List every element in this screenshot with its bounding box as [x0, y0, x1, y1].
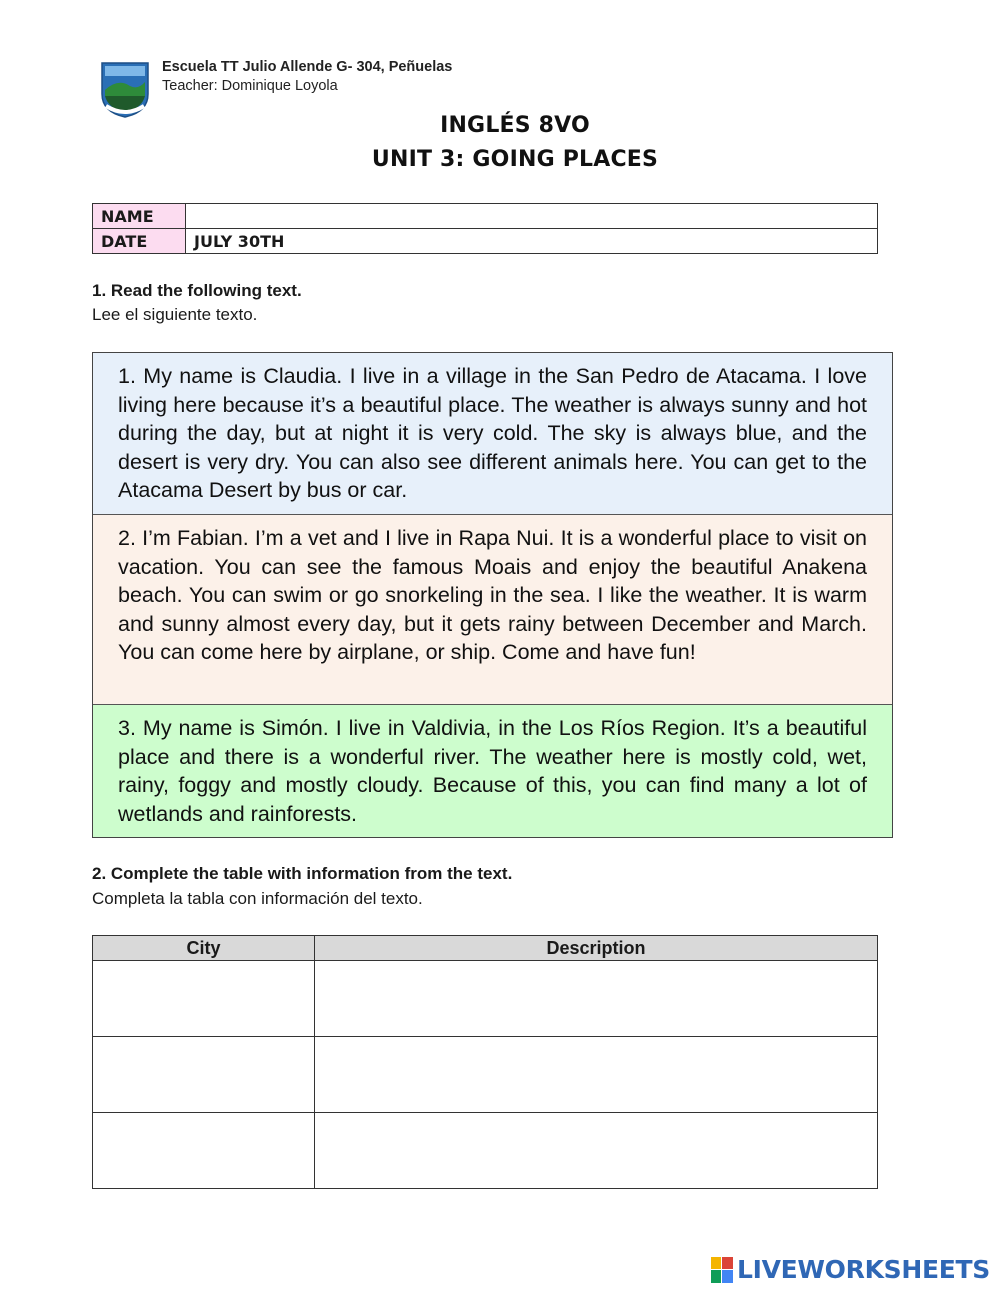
paragraph-claudia: 1. My name is Claudia. I live in a village in the San Pedro de Atacama. I love living here because it’s a beautiful place. The weather is always sunny and hot during the day, but at night it is very cold. The sky is always blue, and the desert is very dry. You can also see different animals here. You can get to the Atacama Desert by bus or car.	[93, 353, 892, 515]
table-row	[93, 1037, 878, 1113]
name-label: NAME	[93, 204, 186, 229]
cities-table	[92, 935, 878, 1189]
name-field[interactable]	[186, 204, 878, 229]
section1-subtitle: Lee el siguiente texto.	[92, 305, 258, 324]
student-info-table	[92, 203, 878, 254]
city-answer-cell[interactable]	[93, 961, 315, 1037]
table-row	[93, 1113, 878, 1189]
table-row	[93, 961, 878, 1037]
liveworksheets-logo-icon	[711, 1257, 733, 1283]
table-header-row	[93, 936, 878, 961]
paragraph-fabian: 2. I’m Fabian. I’m a vet and I live in Rapa Nui. It is a wonderful place to visit on vacation. You can see the famous Moais and enjoy the beautiful Anakena beach. You can swim or go snorkeling in the sea. I like the weather. It is warm and sunny almost every day, but it gets rainy between December and March. You can come here by airplane, or ship. Come and have fun!	[93, 515, 892, 705]
city-answer-cell[interactable]	[93, 1037, 315, 1113]
school-name: Escuela TT Julio Allende G- 304, Peñuelas	[162, 59, 453, 75]
page-title: INGLÉS 8VO	[440, 113, 590, 138]
description-answer-cell[interactable]	[315, 1037, 878, 1113]
unit-title: UNIT 3: GOING PLACES	[371, 147, 659, 172]
teacher-name: Teacher: Dominique Loyola	[162, 78, 338, 94]
description-column-header: Description	[315, 936, 878, 961]
section2-subtitle: Completa la tabla con información del texto.	[92, 889, 423, 908]
date-value: JULY 30TH	[186, 229, 878, 254]
school-logo	[98, 60, 152, 118]
section1-instruction: 1. Read the following text.	[92, 281, 302, 300]
description-answer-cell[interactable]	[315, 1113, 878, 1189]
city-answer-cell[interactable]	[93, 1113, 315, 1189]
brand-text: LIVEWORKSHEETS	[736, 1255, 990, 1284]
city-column-header: City	[93, 936, 315, 961]
liveworksheets-brand	[711, 1255, 990, 1284]
reading-text-box	[92, 352, 893, 838]
section2-instruction: 2. Complete the table with information from the text.	[92, 864, 513, 883]
paragraph-simon: 3. My name is Simón. I live in Valdivia, in the Los Ríos Region. It’s a beautiful place and there is a wonderful river. The weather here is mostly cold, wet, rainy, foggy and mostly cloudy. Because of this, you can find many a lot of wetlands and rainforests.	[93, 705, 892, 837]
date-label: DATE	[93, 229, 186, 254]
description-answer-cell[interactable]	[315, 961, 878, 1037]
